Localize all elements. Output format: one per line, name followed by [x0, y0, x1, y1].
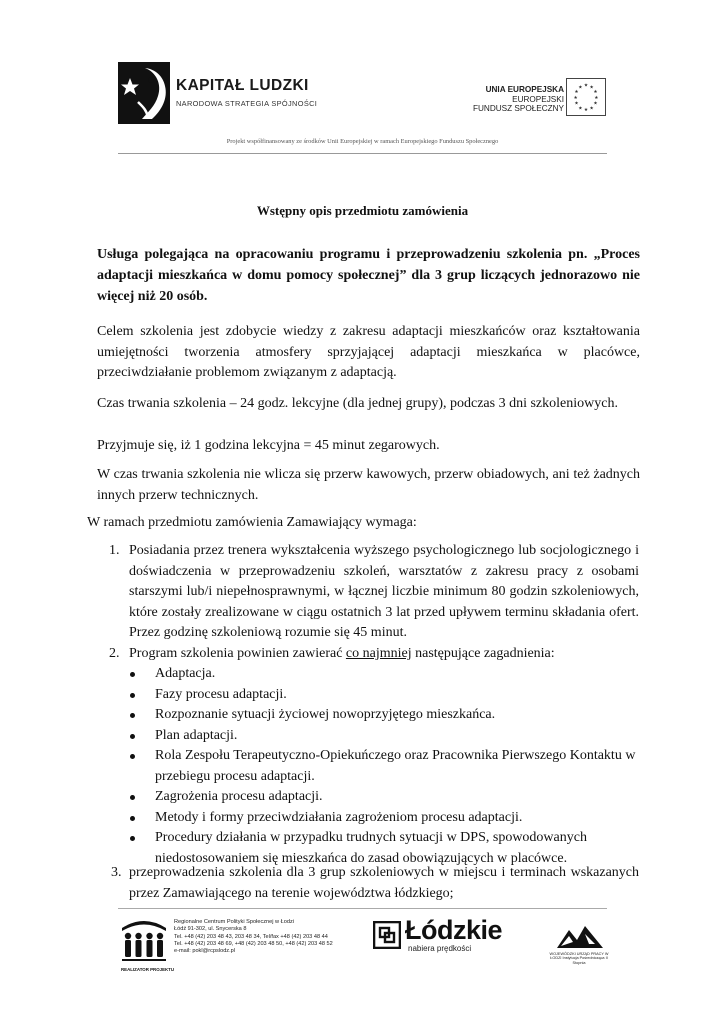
item-2-number: 2. [109, 646, 120, 661]
rcps-people-logo [120, 914, 168, 964]
header-divider [118, 153, 607, 154]
region-word: Łódzkie [405, 915, 503, 945]
item-2-after: następujące zagadnienia: [411, 646, 555, 661]
eu-line-2: EUROPEJSKI [512, 94, 564, 104]
list-item [128, 787, 638, 808]
svg-text:★: ★ [574, 90, 579, 96]
list-item [128, 746, 638, 787]
topic-text: Rozpoznanie sytuacji życiowej nowoprzyjętego mieszkańca. [155, 707, 496, 722]
topic-text: Zagrożenia procesu adaptacji. [155, 789, 323, 804]
topics-list [128, 664, 638, 869]
svg-text:★: ★ [578, 106, 583, 112]
region-tagline: nabiera prędkości [408, 944, 472, 953]
svg-text:★: ★ [583, 83, 589, 89]
list-item [128, 685, 638, 706]
address-line: Łódź 91-302, ul. Snycerska 8 [174, 926, 247, 933]
list-item [128, 808, 638, 829]
svg-text:★: ★ [578, 85, 583, 91]
svg-text:★: ★ [589, 106, 594, 112]
footer-address [174, 919, 333, 955]
lodzkie-emblem-icon [373, 921, 401, 949]
item-1-number: 1. [109, 543, 120, 558]
document-title: Wstępny opis przedmiotu zamówienia [256, 203, 469, 218]
svg-text:★: ★ [593, 90, 598, 96]
svg-text:★: ★ [593, 101, 598, 107]
requirements-intro: W ramach przedmiotu zamówienia Zamawiający wymaga: [87, 515, 417, 530]
item-2-text [129, 644, 555, 665]
program-subtitle: NARODOWA STRATEGIA SPÓJNOŚCI [176, 99, 318, 108]
svg-text:★: ★ [573, 95, 578, 101]
address-line: e-mail: pokl@rcpslodz.pl [174, 948, 236, 955]
item-1-text: Posiadania przez trenera wykształcenia wyższego psychologicznego lub socjologicznego i doświadczenia w przeprowadzeniu szkoleń, warsztatów z zakresu pracy z osobami starszymi lub/i niepełnosprawnymi, w łącznej liczbie minimum 80 godzin szkoleniowych, które zostały zrealizowane w ciągu ostatnich 3 lat przed upływem terminu składania ofert. Przez godzinę szkoleniową rozumie się 45 minut. [129, 543, 639, 640]
topic-text: Rola Zespołu Terapeutyczno-Opiekuńczego oraz Pracownika Pierwszego Kontaktu w przebiegu procesu adaptacji. [155, 748, 636, 784]
bullet-icon [130, 795, 135, 800]
address-line: Regionalne Centrum Polityki Społecznej w Łodzi [174, 919, 295, 925]
bullet-icon [130, 672, 135, 677]
funding-note: Projekt współfinansowany ze środków Unii Europejskiej w ramach Europejskiego Funduszu Społecznego [226, 138, 499, 145]
item-2-before: Program szkolenia powinien zawierać [129, 646, 346, 661]
svg-text:★: ★ [594, 95, 599, 101]
item-3-text: przeprowadzenia szkolenia dla 3 grup szkoleniowych w miejscu i terminach wskazanych przez Zamawiającego na terenie województwa łódzkiego; [129, 865, 639, 901]
list-item [128, 664, 638, 685]
item-2-underlined: co najmniej [345, 646, 412, 661]
footer-divider [118, 908, 607, 909]
bullet-icon [130, 754, 135, 759]
address-line: Tel. +48 (42) 203 48 43, 203 48 34, Tel/fax +48 (42) 203 48 44 [174, 933, 328, 940]
realizer-caption: REALIZATOR PROJEKTU [121, 967, 175, 972]
svg-text:★: ★ [574, 101, 579, 107]
eu-line-3: FUNDUSZ SPOŁECZNY [473, 104, 564, 113]
topic-text: Plan adaptacji. [155, 727, 238, 743]
kapital-ludzki-logo [118, 62, 170, 124]
topic-text: Fazy procesu adaptacji. [155, 686, 287, 702]
program-title: KAPITAŁ LUDZKI [176, 77, 309, 94]
bullet-icon [130, 734, 135, 739]
aim-paragraph: Celem szkolenia jest zdobycie wiedzy z zakresu adaptacji mieszkańców oraz kształtowania umiejętności tworzenia atmosfery sprzyjającej adaptacji mieszkańca w placówce, przeciwdziałanie problemom związanym z adaptacją. [97, 324, 640, 380]
bullet-icon [130, 816, 135, 821]
lesson-hour-paragraph: Przyjmuje się, iż 1 godzina lekcyjna = 45 minut zegarowych. [97, 438, 440, 453]
topic-text: Metody i formy przeciwdziałania zagrożeniom procesu adaptacji. [155, 809, 523, 825]
bullet-icon [130, 836, 135, 841]
svg-text:★: ★ [589, 85, 594, 91]
breaks-paragraph: W czas trwania szkolenia nie wlicza się przerw kawowych, przerw obiadowych, ani też żadnych innych przerw technicznych. [97, 467, 640, 503]
address-line: Tel. +48 (42) 203 48 69, +48 (42) 203 48 50, +48 (42) 203 48 52 [174, 940, 333, 947]
topic-text: Procedury działania w przypadku trudnych sytuacji w DPS, spowodowanych niedostosowaniem się mieszkańca do zasad obowiązujących w placówce. [155, 830, 587, 866]
wup-caption: WOJEWÓDZKI URZĄD PRACY W ŁODZI Instytucja Pośrednicząca II Stopnia [549, 952, 609, 965]
bullet-icon [130, 713, 135, 718]
duration-paragraph: Czas trwania szkolenia – 24 godz. lekcyjne (dla jednej grupy), podczas 3 dni szkoleniowych. [97, 396, 618, 411]
intro-paragraph: Usługa polegająca na opracowaniu programu i przeprowadzeniu szkolenia pn. „Proces adaptacji mieszkańca w domu pomocy społecznej” dla 3 grup liczących jednorazowo nie więcej niż 20 osób. [97, 247, 640, 304]
eu-flag-icon [566, 78, 606, 116]
list-item [128, 726, 638, 747]
list-item [128, 705, 638, 726]
bullet-icon [130, 693, 135, 698]
topic-text: Adaptacja. [155, 666, 216, 681]
item-3-number: 3. [111, 865, 122, 880]
wup-lodz-logo [555, 922, 605, 952]
eu-line-1: UNIA EUROPEJSKA [485, 85, 564, 94]
svg-text:★: ★ [583, 108, 589, 114]
eu-fund-label [473, 85, 564, 114]
